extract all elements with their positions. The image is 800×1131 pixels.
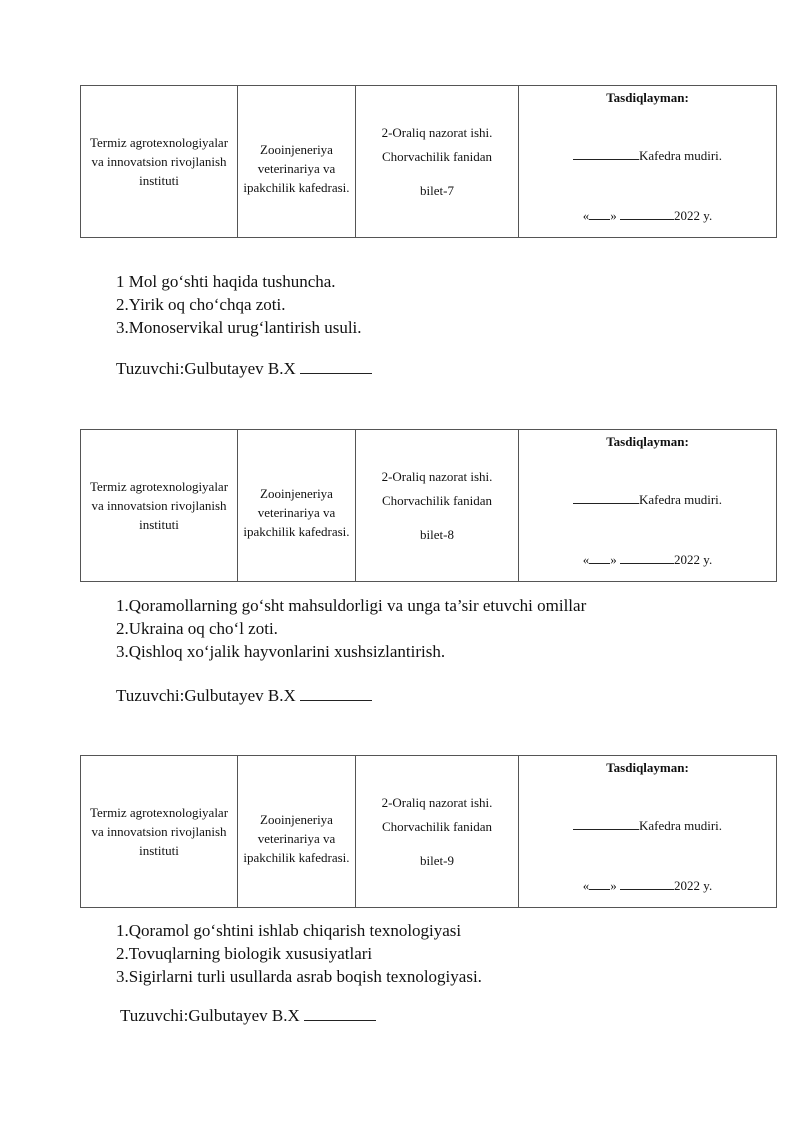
approval-cell	[519, 430, 777, 582]
question-item: 3.Monoservikal urug‘lantirish usuli.	[116, 318, 362, 337]
question-list	[116, 919, 482, 988]
author-line	[120, 1006, 376, 1026]
approval-cell	[519, 756, 777, 908]
ticket-header-table	[80, 755, 777, 908]
department-name: Zooinjeneriya veterinariya va ipakchilik kafedrasi.	[243, 142, 350, 195]
author-name: Tuzuvchi:Gulbutayev B.X	[120, 1006, 300, 1025]
approval-title: Tasdiqlayman:	[606, 434, 689, 449]
institute-cell	[81, 430, 238, 582]
approval-date	[519, 550, 776, 569]
ticket-number: bilet-8	[420, 526, 454, 542]
author-signature-blank	[300, 359, 372, 374]
question-list	[116, 594, 586, 663]
institute-cell	[81, 756, 238, 908]
ticket-number: bilet-7	[420, 182, 454, 198]
day-blank	[589, 551, 610, 564]
question-list	[116, 270, 362, 339]
approval-date	[519, 876, 776, 895]
author-line	[116, 359, 372, 379]
exam-title: 2-Oraliq nazorat ishi.	[381, 468, 493, 484]
date-open-quote: «	[582, 878, 590, 893]
year-text: 2022 y.	[674, 552, 713, 567]
date-open-quote: «	[582, 208, 590, 223]
institute-name: Termiz agrotexnologiyalar va innovatsion rivojlanish instituti	[89, 805, 229, 858]
day-blank	[589, 877, 610, 890]
ticket-header-table	[80, 85, 777, 238]
author-line	[116, 686, 372, 706]
approval-title: Tasdiqlayman:	[606, 90, 689, 105]
author-signature-blank	[304, 1006, 376, 1021]
institute-cell	[81, 86, 238, 238]
approval-date	[519, 206, 776, 225]
subject-name: Chorvachilik fanidan	[381, 818, 493, 834]
exam-cell	[356, 756, 519, 908]
date-open-quote: «	[582, 552, 590, 567]
head-signature-line	[519, 146, 776, 165]
institute-name: Termiz agrotexnologiyalar va innovatsion rivojlanish instituti	[89, 135, 229, 188]
question-item: 2.Ukraina oq cho‘l zoti.	[116, 619, 278, 638]
day-blank	[589, 207, 610, 220]
head-title: Kafedra mudiri.	[638, 492, 723, 507]
approval-cell	[519, 86, 777, 238]
subject-name: Chorvachilik fanidan	[381, 492, 493, 508]
institute-name: Termiz agrotexnologiyalar va innovatsion rivojlanish instituti	[89, 479, 229, 532]
signature-blank	[573, 147, 639, 160]
exam-cell	[356, 86, 519, 238]
head-title: Kafedra mudiri.	[638, 148, 723, 163]
head-signature-line	[519, 490, 776, 509]
ticket-header-table	[80, 429, 777, 582]
month-blank	[620, 207, 674, 220]
exam-cell	[356, 430, 519, 582]
question-item: 2.Tovuqlarning biologik xususiyatlari	[116, 944, 373, 963]
approval-title: Tasdiqlayman:	[606, 760, 689, 775]
exam-title: 2-Oraliq nazorat ishi.	[381, 124, 493, 140]
question-item: 2.Yirik oq cho‘chqa zoti.	[116, 295, 286, 314]
question-item: 1.Qoramol go‘shtini ishlab chiqarish texnologiyasi	[116, 921, 462, 940]
head-signature-line	[519, 816, 776, 835]
department-cell	[238, 86, 356, 238]
month-blank	[620, 877, 674, 890]
date-close-quote: »	[610, 878, 617, 893]
department-name: Zooinjeneriya veterinariya va ipakchilik kafedrasi.	[243, 812, 350, 865]
question-item: 1.Qoramollarning go‘sht mahsuldorligi va unga ta’sir etuvchi omillar	[116, 596, 587, 615]
month-blank	[620, 551, 674, 564]
signature-blank	[573, 817, 639, 830]
question-item: 3.Qishloq xo‘jalik hayvonlarini xushsizlantirish.	[116, 642, 446, 661]
author-name: Tuzuvchi:Gulbutayev B.X	[116, 686, 296, 705]
subject-name: Chorvachilik fanidan	[381, 148, 493, 164]
question-item: 3.Sigirlarni turli usullarda asrab boqish texnologiyasi.	[116, 967, 482, 986]
year-text: 2022 y.	[674, 208, 713, 223]
question-item: 1 Mol go‘shti haqida tushuncha.	[116, 272, 336, 291]
date-close-quote: »	[610, 208, 617, 223]
ticket-number: bilet-9	[420, 852, 454, 868]
head-title: Kafedra mudiri.	[638, 818, 723, 833]
author-name: Tuzuvchi:Gulbutayev B.X	[116, 359, 296, 378]
exam-title: 2-Oraliq nazorat ishi.	[381, 794, 493, 810]
date-close-quote: »	[610, 552, 617, 567]
department-name: Zooinjeneriya veterinariya va ipakchilik kafedrasi.	[243, 486, 350, 539]
department-cell	[238, 756, 356, 908]
author-signature-blank	[300, 686, 372, 701]
signature-blank	[573, 491, 639, 504]
year-text: 2022 y.	[674, 878, 713, 893]
department-cell	[238, 430, 356, 582]
